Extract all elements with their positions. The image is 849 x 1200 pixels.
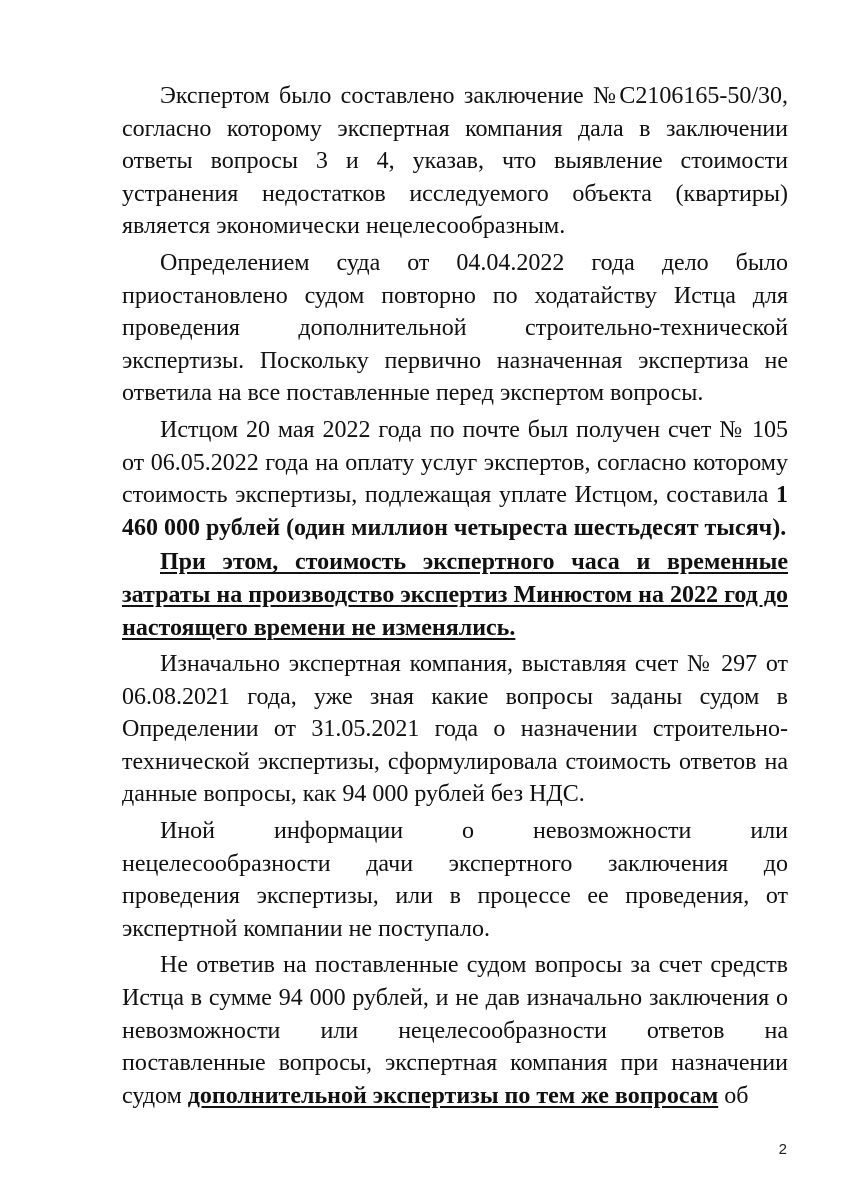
- invoice-amount: 1 460 000 рублей (один миллион четыреста шестьдесят тысяч).: [122, 482, 788, 541]
- document-body: [122, 80, 788, 1116]
- paragraph-expert-rate-note: При этом, стоимость экспертного часа и временные затраты на производство экспертиз Минюстом на 2022 год до настоящего времени не изменялись.: [122, 549, 788, 641]
- page-number: 2: [778, 1141, 787, 1158]
- paragraph-expert-conclusion: Экспертом было составлено заключение №С2106165-50/30, согласно которому экспертная компания дала в заключении ответы вопросы 3 и 4, указав, что выявление стоимости устранения недостатков исследуемого объекта (квартиры) является экономически нецелесообразным.: [122, 83, 788, 240]
- paragraph-initial-invoice: Изначально экспертная компания, выставляя счет № 297 от 06.08.2021 года, уже зная какие вопросы заданы судом в Определении от 31.05.2021 года о назначении строительно-технической экспертизы, сформулировала стоимость ответов на данные вопросы, как 94 000 рублей без НДС.: [122, 651, 788, 808]
- additional-expertise-emphasis: дополнительной экспертизы по тем же вопросам: [187, 1082, 719, 1109]
- paragraph-no-information: Иной информации о невозможности или нецелесообразности дачи экспертного заключения до проведения экспертизы, или в процессе ее проведения, от экспертной компании не поступало.: [122, 818, 788, 942]
- paragraph-invoice: [122, 414, 788, 544]
- additional-expertise-tail: об: [718, 1082, 749, 1109]
- invoice-text: Истцом 20 мая 2022 года по почте был получен счет № 105 от 06.05.2022 года на оплату услуг экспертов, согласно которому стоимость экспертизы, подлежащая уплате Истцом, составила: [122, 416, 788, 509]
- paragraph-additional-expertise: [122, 949, 788, 1112]
- paragraph-court-ruling: Определением суда от 04.04.2022 года дело было приостановлено судом повторно по ходатайству Истца для проведения дополнительной строительно-технической экспертизы. Поскольку первично назначенная экспертиза не ответила на все поставленные перед экспертом вопросы.: [122, 249, 788, 407]
- additional-expertise-text: Не ответив на поставленные судом вопросы за счет средств Истца в сумме 94 000 рублей, и не дав изначально заключения о невозможности или нецелесообразности ответов на поставленные вопросы, экспертная компания при назначении судом: [122, 952, 788, 1109]
